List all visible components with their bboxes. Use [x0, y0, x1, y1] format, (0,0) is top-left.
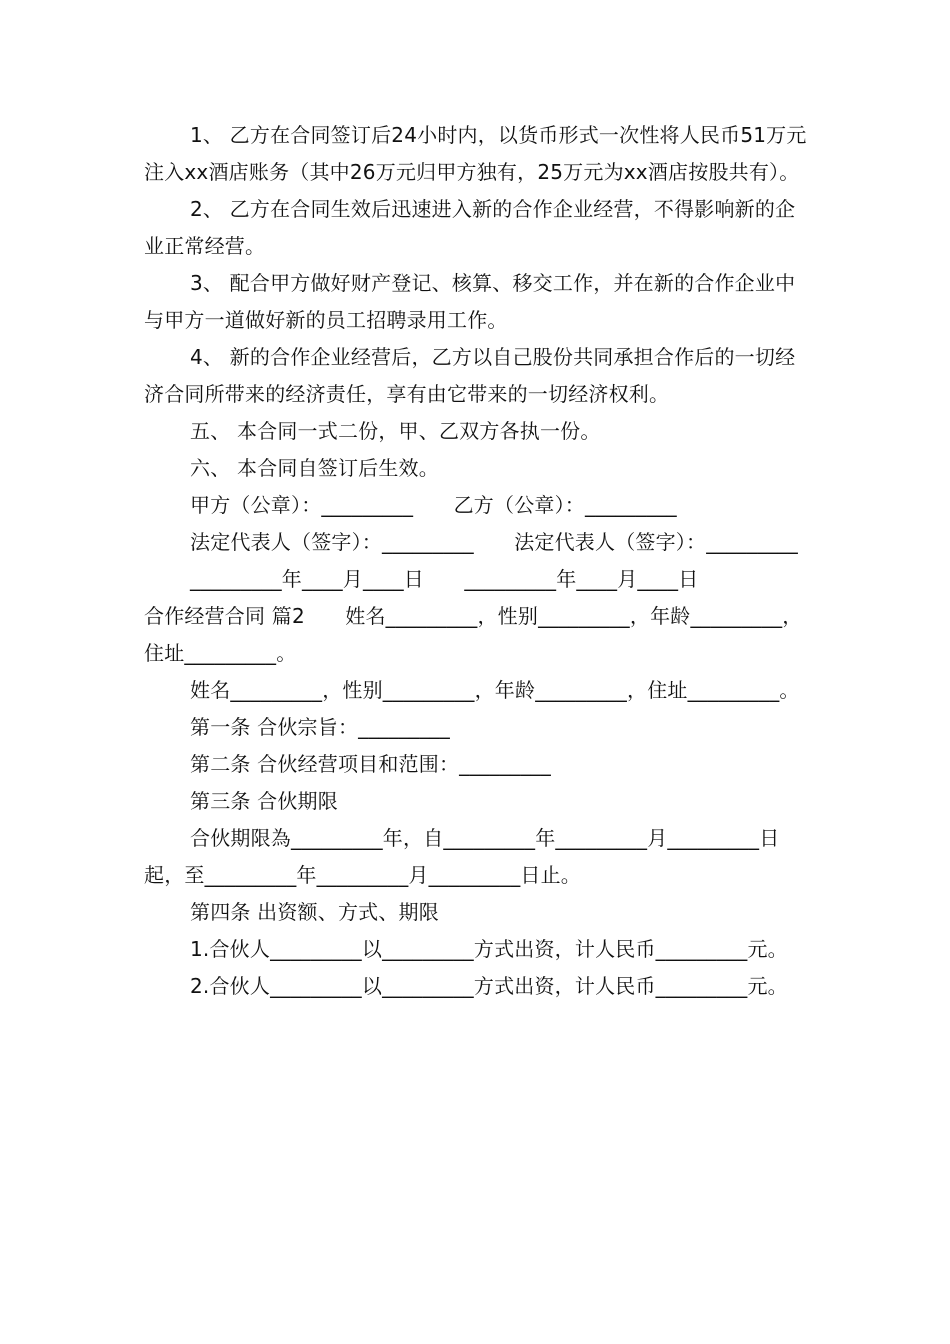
paragraph-3: 3、 配合甲方做好财产登记、核算、移交工作，并在新的合作企业中与甲方一道做好新的员工招聘录用工作。 [144, 271, 796, 332]
signature-representative-line: 法定代表人（签字）：_________ 法定代表人（签字）：_________ [190, 530, 798, 554]
signature-date-line: _________年____月____日 _________年____月____日 [190, 567, 699, 591]
partner-info-line: 姓名_________，性别_________，年龄_________，住址_________。 [190, 678, 800, 702]
paragraph-6: 六、 本合同自签订后生效。 [190, 456, 439, 480]
signature-party-line: 甲方（公章）：_________ 乙方（公章）：_________ [190, 493, 677, 517]
paragraph-5: 五、 本合同一式二份，甲、乙双方各执一份。 [190, 419, 601, 443]
article-4-item-2: 2.合伙人_________以_________方式出资，计人民币_________元。 [190, 974, 788, 998]
paragraph-2: 2、 乙方在合同生效后迅速进入新的合作企业经营，不得影响新的企业正常经营。 [144, 197, 796, 258]
paragraph-1: 1、 乙方在合同签订后24小时内，以货币形式一次性将人民币51万元注入xx酒店账务（其中26万元归甲方独有，25万元为xx酒店按股共有）。 [144, 123, 807, 184]
article-2: 第二条 合伙经营项目和范围：_________ [190, 752, 551, 776]
paragraph-4: 4、 新的合作企业经营后，乙方以自己股份共同承担合作后的一切经济合同所带来的经济责任，享有由它带来的一切经济权利。 [144, 345, 796, 406]
article-1: 第一条 合伙宗旨：_________ [190, 715, 450, 739]
contract-2-heading-line: 合作经营合同 篇2 姓名_________，性别_________，年龄_________，住址_________。 [144, 604, 803, 665]
article-4-item-1: 1.合伙人_________以_________方式出资，计人民币_________元。 [190, 937, 788, 961]
article-3-body: 合伙期限為_________年，自_________年_________月_________日起，至_________年_________月_________日止。 [144, 826, 780, 887]
article-3-title: 第三条 合伙期限 [190, 789, 338, 813]
article-4-title: 第四条 出资额、方式、期限 [190, 900, 439, 924]
